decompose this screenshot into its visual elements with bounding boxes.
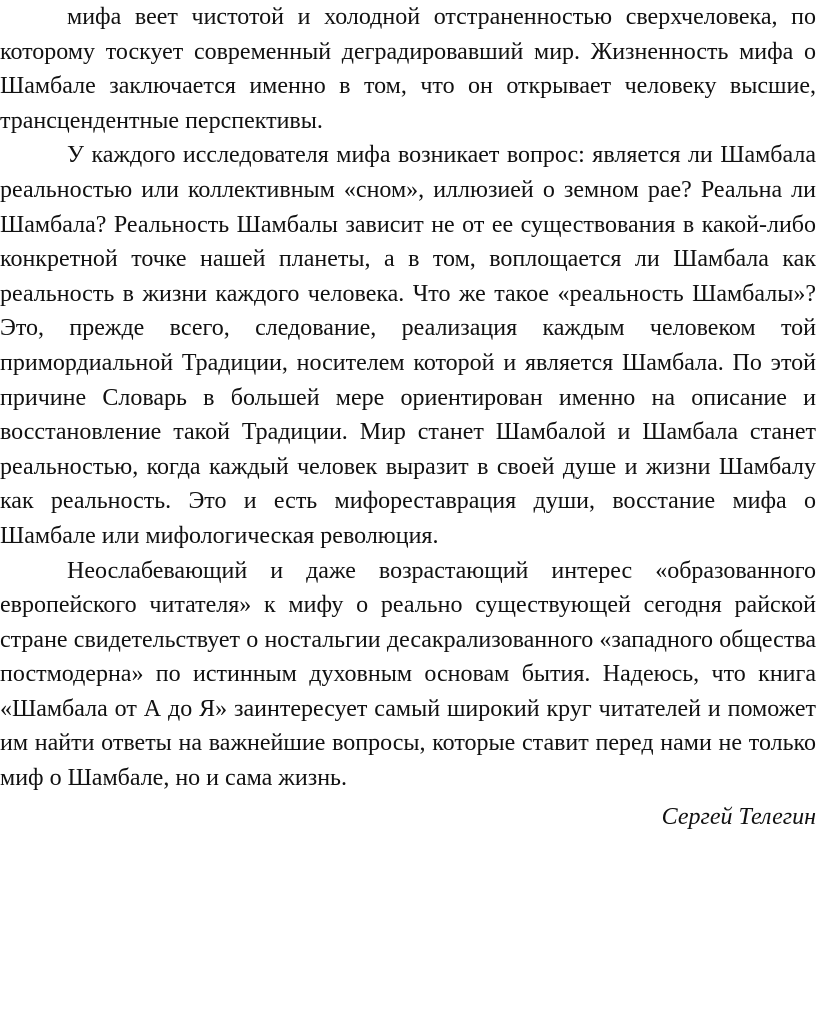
paragraph-1: мифа веет чистотой и холодной отстраненностью сверхчеловека, по которому тоскует современный деградировавший мир. Жизненность мифа о Шамбале заключается именно в том, что он открывает человеку высшие, трансцендентные перспективы. (0, 4, 816, 134)
author-signature: Сергей Телегин (661, 803, 816, 830)
paragraph-2: У каждого исследователя мифа возникает вопрос: является ли Шамбала реальностью или коллективным «сном», иллюзией о земном рае? Реальна ли Шамбала? Реальность Шамбалы зависит не от ее существования в какой-либо конкретной точке нашей планеты, а в том, воплощается ли Шамбала как реальность в жизни каждого человека. Что же такое «реальность Шамбалы»? Это, прежде всего, следование, реализация каждым человеком той примордиальной Традиции, носителем которой и является Шамбала. По этой причине Словарь в большей мере ориентирован именно на описание и восстановление такой Традиции. Мир станет Шамбалой и Шамбала станет реальностью, когда каждый человек выразит в своей душе и жизни Шамбалу как реальность. Это и есть мифореставрация души, восстание мифа о Шамбале или мифологическая революция. (0, 142, 816, 549)
paragraph-3: Неослабевающий и даже возрастающий интерес «образованного европейского читателя» к мифу о реально существующей сегодня райской стране свидетельствует о ностальгии десакрализованного «западного общества постмодерна» по истинным духовным основам бытия. Надеюсь, что книга «Шамбала от А до Я» заинтересует самый широкий круг читателей и поможет им найти ответы на важнейшие вопросы, которые ставит перед нами не только миф о Шамбале, но и сама жизнь. (0, 557, 816, 792)
